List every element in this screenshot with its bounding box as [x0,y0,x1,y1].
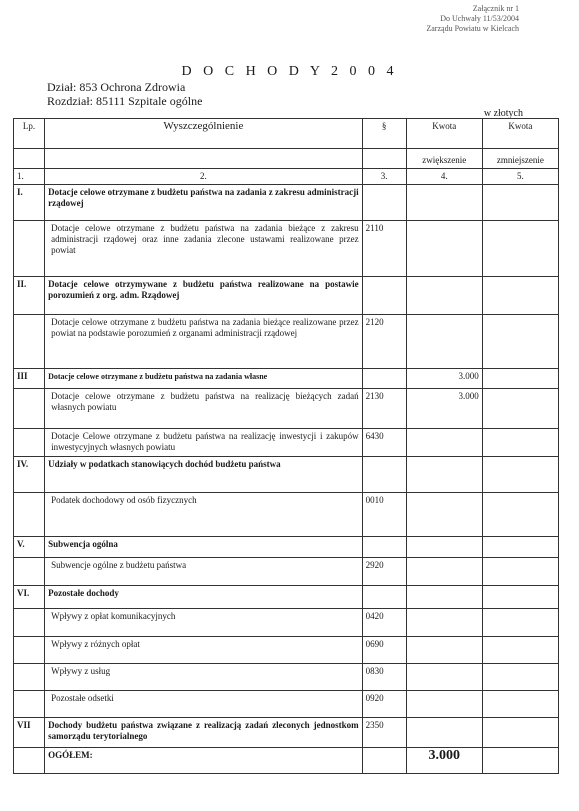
row-description: Dotacje celowe otrzymane z budżetu państwa na zadania z zakresu administracji rządowej [45,185,363,221]
row-increase [406,537,482,558]
row-description: Subwencja ogólna [45,537,363,558]
dzial-label: Dział: 853 Ochrona Zdrowia [47,80,186,94]
header-description: Wyszczególnienie [45,119,363,149]
row-paragraph: 2920 [362,558,406,586]
row-increase [406,637,482,664]
header-paragraph: § [362,119,406,149]
row-decrease [482,221,558,277]
column-number-row [14,169,559,185]
table-row [14,369,559,389]
row-increase [406,558,482,586]
row-description: Dotacje celowe otrzymywane z budżetu państwa realizowane na postawie porozumień z org. adm. Rządowej [45,277,363,315]
row-decrease [482,664,558,691]
header-lp: Lp. [14,119,45,149]
row-increase [406,221,482,277]
row-decrease [482,457,558,493]
row-increase [406,664,482,691]
table-row [14,389,559,429]
subheader-zmniejszenie: zmniejszenie [482,149,558,169]
table-row [14,185,559,221]
column-number: 5. [482,169,558,185]
table-row [14,493,559,537]
row-paragraph: 0920 [362,691,406,718]
row-decrease [482,537,558,558]
table-row [14,586,559,609]
row-increase [406,586,482,609]
row-decrease [482,558,558,586]
row-paragraph [362,748,406,774]
row-paragraph [362,537,406,558]
row-increase [406,185,482,221]
subheader-zwiekszenie: zwiększenie [406,149,482,169]
row-description: Wpływy z usług [45,664,363,691]
row-paragraph: 0830 [362,664,406,691]
row-decrease [482,185,558,221]
row-paragraph [362,457,406,493]
row-paragraph: 6430 [362,429,406,457]
row-lp: VII [14,718,45,748]
row-description: Dotacje celowe otrzymane z budżetu państwa na zadania własne [45,369,363,389]
row-lp: II. [14,277,45,315]
row-paragraph [362,185,406,221]
row-lp [14,493,45,537]
row-increase [406,457,482,493]
row-lp [14,221,45,277]
row-decrease [482,637,558,664]
row-lp [14,691,45,718]
row-increase [406,691,482,718]
header-kwota-increase: Kwota [406,119,482,149]
row-lp [14,748,45,774]
row-paragraph: 2350 [362,718,406,748]
table-row [14,315,559,369]
row-lp [14,609,45,637]
row-lp [14,429,45,457]
row-paragraph: 0420 [362,609,406,637]
unit-label: w złotych [483,108,523,119]
row-description: Podatek dochodowy od osób fizycznych [45,493,363,537]
table-row [14,429,559,457]
row-description: Dotacje celowe otrzymane z budżetu państwa na realizację bieżących zadań własnych powiatu [45,389,363,429]
table-row [14,609,559,637]
table-row [14,277,559,315]
row-increase [406,609,482,637]
row-lp [14,315,45,369]
row-lp [14,664,45,691]
subheader-empty [14,149,45,169]
column-number: 4. [406,169,482,185]
table-row [14,537,559,558]
row-increase [406,718,482,748]
row-description: Dotacje celowe otrzymane z budżetu państwa na zadania bieżące realizowane przez powiat na podstawie porozumień z organami administracji rządowej [45,315,363,369]
income-table [13,118,559,774]
table-row [14,221,559,277]
table-header-row [14,119,559,149]
header-kwota-decrease: Kwota [482,119,558,149]
row-decrease [482,493,558,537]
row-paragraph [362,586,406,609]
row-description: OGÓŁEM: [45,748,363,774]
row-decrease [482,609,558,637]
row-lp: III [14,369,45,389]
row-increase: 3.000 [406,389,482,429]
row-description: Dochody budżetu państwa związane z realizacją zadań zleconych jednostkom samorządu terytorialnego [45,718,363,748]
row-lp: IV. [14,457,45,493]
row-decrease [482,315,558,369]
row-description: Subwencje ogólne z budżetu państwa [45,558,363,586]
attachment-note-line: Załącznik nr 1 [472,4,519,13]
row-description: Wpływy z opłat komunikacyjnych [45,609,363,637]
attachment-note-line: Do Uchwały 11/53/2004 [440,14,519,23]
attachment-note [426,4,519,34]
row-increase [406,315,482,369]
table-row [14,664,559,691]
row-description: Udziały w podatkach stanowiących dochód budżetu państwa [45,457,363,493]
row-description: Wpływy z różnych opłat [45,637,363,664]
table-subheader-row [14,149,559,169]
table-row [14,558,559,586]
rozdzial-label: Rozdział: 85111 Szpitale ogólne [47,94,203,108]
row-paragraph [362,277,406,315]
row-paragraph: 0690 [362,637,406,664]
table-row [14,748,559,774]
row-lp [14,389,45,429]
subheader-empty [45,149,363,169]
row-paragraph: 2130 [362,389,406,429]
column-number: 3. [362,169,406,185]
column-number: 2. [45,169,363,185]
row-increase: 3.000 [406,369,482,389]
row-decrease [482,389,558,429]
row-decrease [482,691,558,718]
table-row [14,691,559,718]
document-title: D O C H O D Y 2 0 0 4 [181,64,398,79]
row-description: Pozostałe odsetki [45,691,363,718]
row-description: Dotacje Celowe otrzymane z budżetu państwa na realizację inwestycji i zakupów inwestycyjnych własnych powiatu [45,429,363,457]
row-decrease [482,429,558,457]
row-decrease [482,748,558,774]
row-lp: VI. [14,586,45,609]
row-lp: V. [14,537,45,558]
row-paragraph [362,369,406,389]
table-row [14,457,559,493]
column-number: 1. [14,169,45,185]
row-decrease [482,369,558,389]
row-lp [14,558,45,586]
row-increase [406,277,482,315]
row-description: Pozostałe dochody [45,586,363,609]
row-decrease [482,718,558,748]
row-decrease [482,586,558,609]
row-lp: I. [14,185,45,221]
table-row [14,637,559,664]
row-description: Dotacje celowe otrzymane z budżetu państwa na zadania bieżące z zakresu administracji rządowej oraz inne zadania zlecone ustawami realizowane przez powiat [45,221,363,277]
row-increase: 3.000 [406,748,482,774]
table-row [14,718,559,748]
row-lp [14,637,45,664]
row-decrease [482,277,558,315]
row-increase [406,429,482,457]
subheader-empty [362,149,406,169]
row-paragraph: 2110 [362,221,406,277]
row-paragraph: 0010 [362,493,406,537]
row-paragraph: 2120 [362,315,406,369]
row-increase [406,493,482,537]
attachment-note-line: Zarządu Powiatu w Kielcach [426,24,519,33]
